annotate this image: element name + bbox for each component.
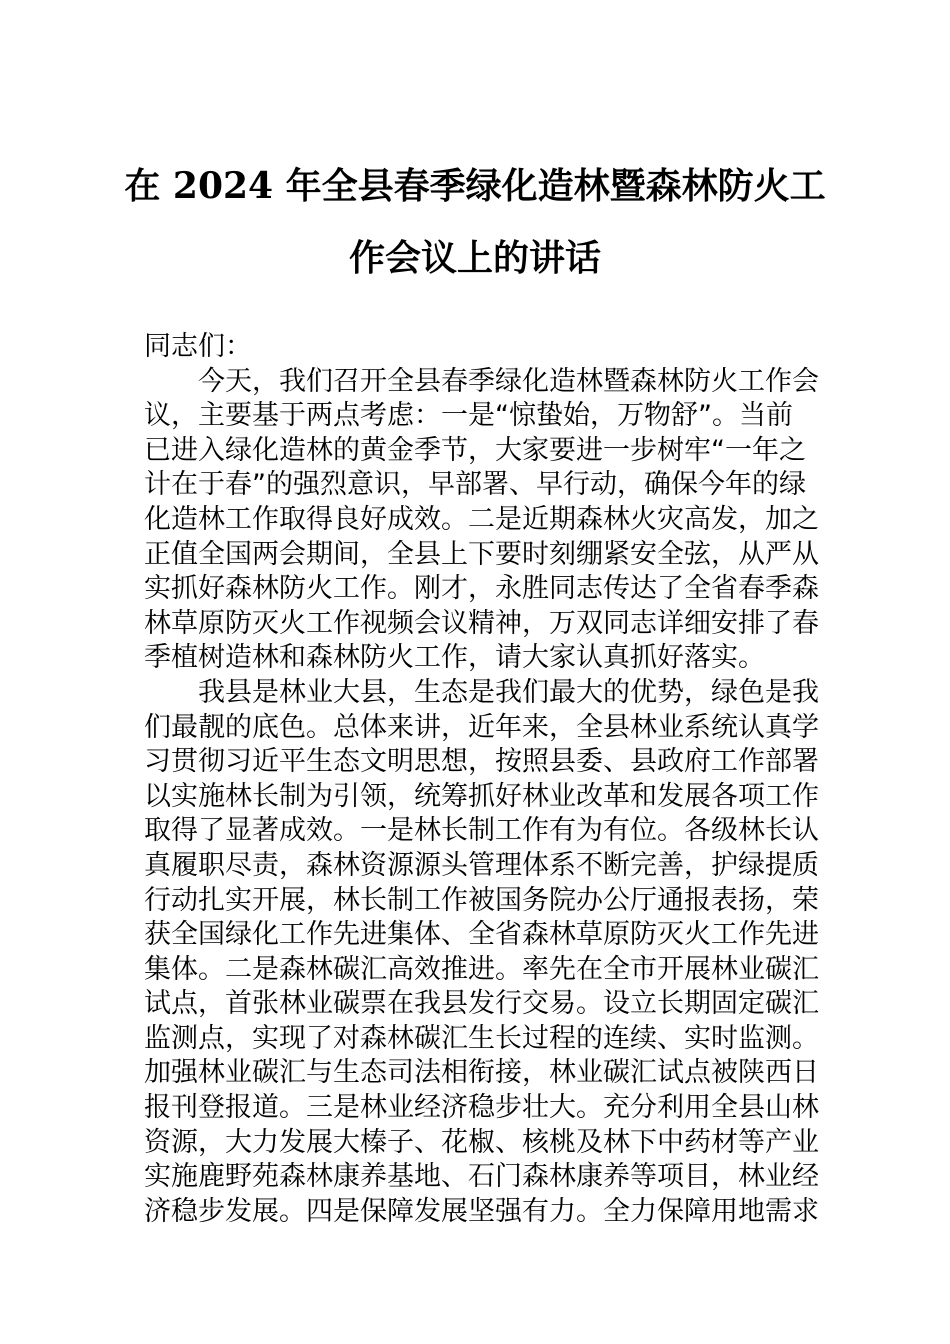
paragraph-2-line: 取得了显著成效。一是林长制工作有为有位。各级林长认 — [144, 815, 819, 847]
document-title-line-1: 在 2024 年全县春季绿化造林暨森林防火工 — [124, 165, 826, 207]
paragraph-2 — [144, 676, 824, 1230]
paragraph-1-line: 今天，我们召开全县春季绿化造林暨森林防火工作会 — [198, 365, 819, 397]
paragraph-2-line: 试点，首张林业碳票在我县发行交易。设立长期固定碳汇 — [144, 988, 819, 1020]
paragraph-1-line: 季植树造林和森林防火工作，请大家认真抓好落实。 — [144, 642, 765, 674]
paragraph-1-line: 议，主要基于两点考虑：一是“惊蛰始，万物舒”。当前 — [144, 400, 793, 432]
paragraph-2-line: 监测点，实现了对森林碳汇生长过程的连续、实时监测。 — [144, 1022, 819, 1054]
paragraph-2-line: 济稳步发展。四是保障发展坚强有力。全力保障用地需求 — [144, 1195, 819, 1227]
paragraph-1-line: 计在于春”的强烈意识，早部署、早行动，确保今年的绿 — [144, 469, 806, 501]
paragraph-2-line: 集体。二是森林碳汇高效推进。率先在全市开展林业碳汇 — [144, 953, 819, 985]
salutation: 同志们： — [144, 331, 252, 362]
paragraph-1 — [144, 365, 824, 676]
paragraph-2-line: 报刊登报道。三是林业经济稳步壮大。充分利用全县山林 — [144, 1092, 819, 1124]
paragraph-2-line: 获全国绿化工作先进集体、全省森林草原防灭火工作先进 — [144, 919, 819, 951]
paragraph-2-line: 加强林业碳汇与生态司法相衔接，林业碳汇试点被陕西日 — [144, 1057, 819, 1089]
paragraph-1-line: 实抓好森林防火工作。刚才，永胜同志传达了全省春季森 — [144, 573, 819, 605]
paragraph-1-line: 化造林工作取得良好成效。二是近期森林火灾高发，加之 — [144, 503, 819, 535]
document-body — [144, 330, 824, 1229]
paragraph-2-line: 实施鹿野苑森林康养基地、石门森林康养等项目，林业经 — [144, 1161, 819, 1193]
paragraph-2-line: 们最靓的底色。总体来讲，近年来，全县林业系统认真学 — [144, 711, 819, 743]
paragraph-2-line: 行动扎实开展，林长制工作被国务院办公厅通报表扬，荣 — [144, 884, 819, 916]
paragraph-1-line: 林草原防灭火工作视频会议精神，万双同志详细安排了春 — [144, 607, 819, 639]
paragraph-2-line: 习贯彻习近平生态文明思想，按照县委、县政府工作部署 — [144, 746, 819, 778]
paragraph-1-line: 已进入绿化造林的黄金季节，大家要进一步树牢“一年之 — [144, 434, 806, 466]
paragraph-2-line: 以实施林长制为引领，统筹抓好林业改革和发展各项工作 — [144, 780, 819, 812]
paragraph-2-line: 真履职尽责，森林资源源头管理体系不断完善，护绿提质 — [144, 849, 819, 881]
document-title-line-2: 作会议上的讲话 — [348, 237, 601, 279]
paragraph-1-line: 正值全国两会期间，全县上下要时刻绷紧安全弦，从严从 — [144, 538, 819, 570]
paragraph-2-line: 我县是林业大县，生态是我们最大的优势，绿色是我 — [198, 676, 819, 708]
paragraph-2-line: 资源，大力发展大榛子、花椒、核桃及林下中药材等产业 — [144, 1126, 819, 1158]
